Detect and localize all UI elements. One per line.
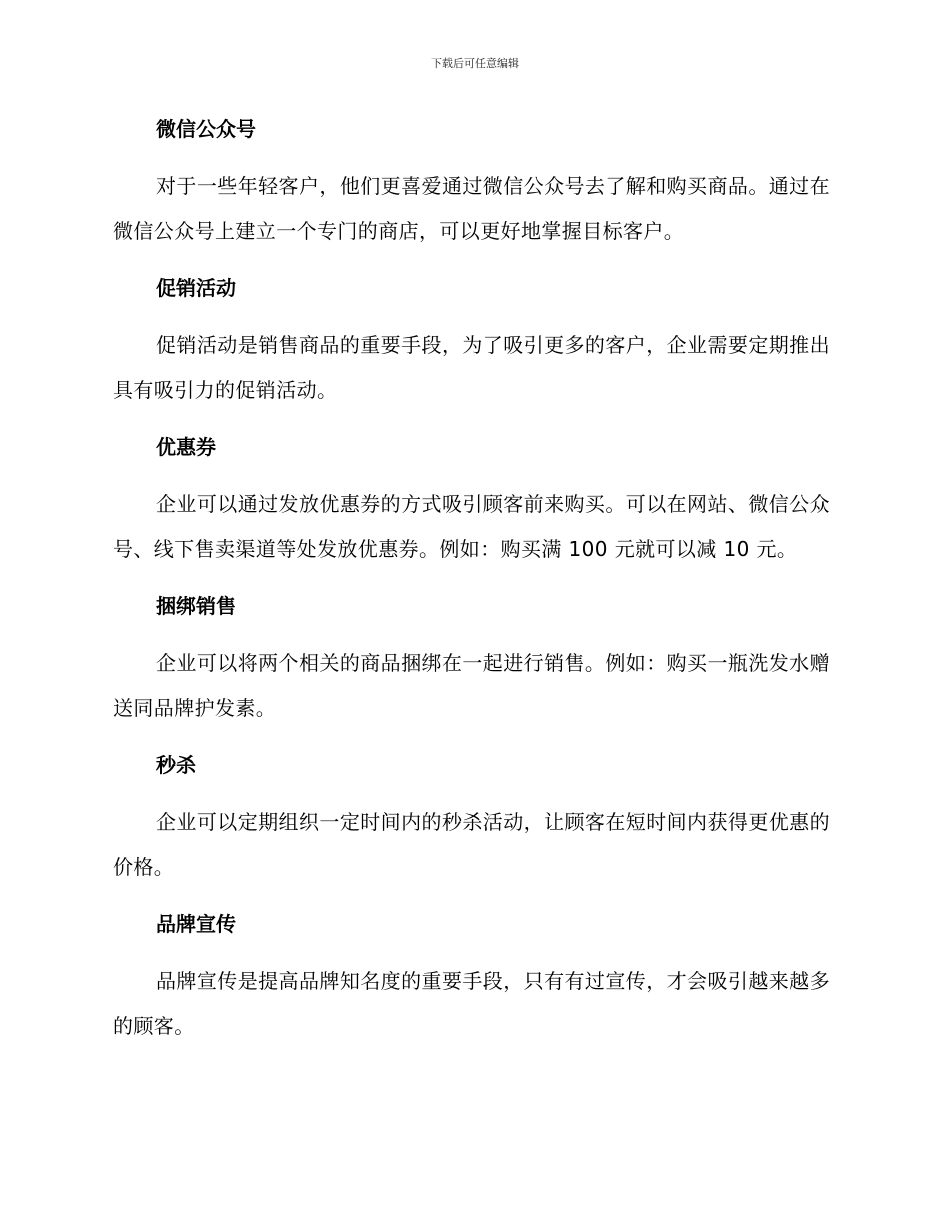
section-heading: 品牌宣传 xyxy=(156,912,236,936)
section-paragraph: 企业可以通过发放优惠券的方式吸引顾客前来购买。可以在网站、微信公众号、线下售卖渠道等处发放优惠券。例如：购买满 100 元就可以减 10 元。 xyxy=(113,492,830,561)
section-heading: 捆绑销售 xyxy=(156,594,236,618)
section-paragraph: 促销活动是销售商品的重要手段，为了吸引更多的客户，企业需要定期推出具有吸引力的促销活动。 xyxy=(113,333,830,402)
section-heading: 促销活动 xyxy=(156,276,236,300)
section-coupons xyxy=(113,432,830,572)
section-paragraph: 企业可以定期组织一定时间内的秒杀活动，让顾客在短时间内获得更优惠的价格。 xyxy=(113,810,830,879)
section-bundle-sales xyxy=(113,591,830,731)
page-header-note: 下载后可任意编辑 xyxy=(431,57,519,70)
section-promotions xyxy=(113,273,830,413)
section-paragraph: 品牌宣传是提高品牌知名度的重要手段，只有有过宣传，才会吸引越来越多的顾客。 xyxy=(113,969,830,1038)
section-wechat-official-account xyxy=(113,114,830,254)
section-heading: 秒杀 xyxy=(156,753,196,777)
section-paragraph: 企业可以将两个相关的商品捆绑在一起进行销售。例如：购买一瓶洗发水赠送同品牌护发素。 xyxy=(113,651,830,720)
section-flash-sale xyxy=(113,750,830,890)
document-body xyxy=(113,114,830,1068)
section-paragraph: 对于一些年轻客户，他们更喜爱通过微信公众号去了解和购买商品。通过在微信公众号上建立一个专门的商店，可以更好地掌握目标客户。 xyxy=(113,174,830,243)
section-heading: 优惠券 xyxy=(156,435,216,459)
section-brand-promotion xyxy=(113,909,830,1049)
section-heading: 微信公众号 xyxy=(156,117,256,141)
